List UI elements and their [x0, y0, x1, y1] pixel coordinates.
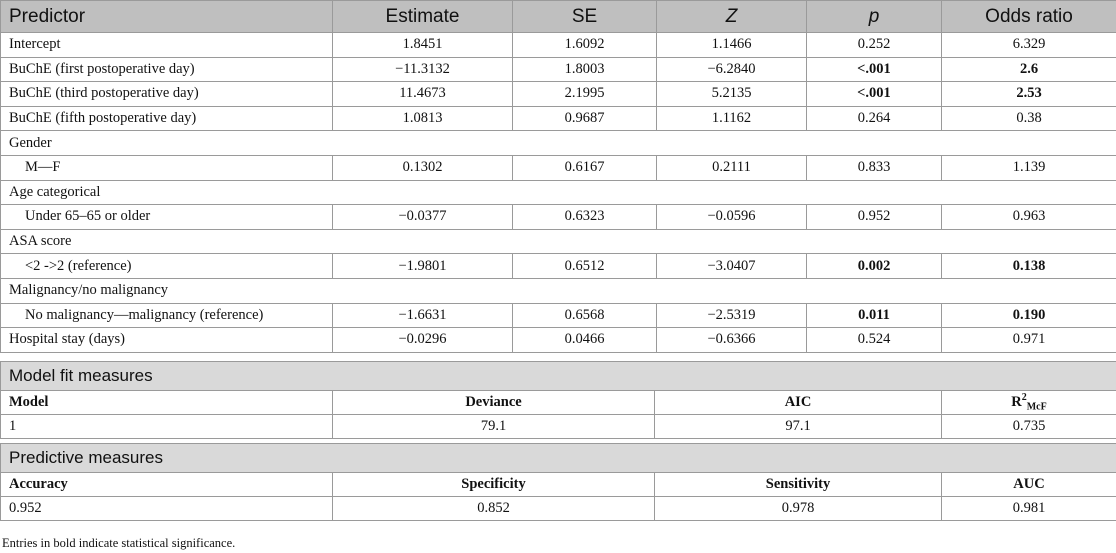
- sensitivity-value: 0.978: [655, 497, 942, 521]
- header-specificity: Specificity: [333, 473, 655, 497]
- z-cell: 0.2111: [657, 155, 807, 180]
- estimate-cell: 0.1302: [333, 155, 513, 180]
- table-row: [1, 328, 1116, 353]
- p-cell: 0.264: [807, 106, 942, 131]
- estimate-cell: −0.0296: [333, 328, 513, 353]
- table-row: [1, 205, 1116, 230]
- estimate-cell: −1.9801: [333, 254, 513, 279]
- odds-ratio-cell: 0.971: [942, 328, 1116, 353]
- header-odds-ratio: Odds ratio: [942, 1, 1116, 33]
- predictor-cell: No malignancy—malignancy (reference): [1, 303, 333, 328]
- se-cell: 0.6568: [513, 303, 657, 328]
- z-cell: 1.1466: [657, 33, 807, 58]
- accuracy-value: 0.952: [1, 497, 333, 521]
- predictive-value-row: [1, 497, 1116, 521]
- estimate-cell: −1.6631: [333, 303, 513, 328]
- header-p: p: [807, 1, 942, 33]
- predictive-title-row: [1, 444, 1116, 473]
- p-cell: 0.524: [807, 328, 942, 353]
- group-label: Malignancy/no malignancy: [1, 278, 1116, 303]
- p-cell: <.001: [807, 82, 942, 107]
- predictor-cell: BuChE (first postoperative day): [1, 57, 333, 82]
- r2-label: R: [1011, 393, 1022, 410]
- odds-ratio-cell: 0.38: [942, 106, 1116, 131]
- header-aic: AIC: [655, 391, 942, 415]
- model-fit-header-row: [1, 391, 1116, 415]
- model-fit-title: Model fit measures: [1, 362, 1116, 391]
- z-cell: −0.0596: [657, 205, 807, 230]
- odds-ratio-cell: 0.190: [942, 303, 1116, 328]
- p-cell: <.001: [807, 57, 942, 82]
- estimate-cell: 1.8451: [333, 33, 513, 58]
- table-header-row: [1, 1, 1116, 33]
- table-row: [1, 155, 1116, 180]
- deviance-value: 79.1: [333, 415, 655, 439]
- z-cell: 5.2135: [657, 82, 807, 107]
- predictor-cell: Intercept: [1, 33, 333, 58]
- z-cell: −6.2840: [657, 57, 807, 82]
- footnote: Entries in bold indicate statistical significance.: [2, 536, 236, 550]
- predictor-cell: M—F: [1, 155, 333, 180]
- se-cell: 1.6092: [513, 33, 657, 58]
- header-predictor: Predictor: [1, 1, 333, 33]
- header-z: Z: [657, 1, 807, 33]
- predictor-cell: BuChE (third postoperative day): [1, 82, 333, 107]
- z-cell: −2.5319: [657, 303, 807, 328]
- p-cell: 0.952: [807, 205, 942, 230]
- r2-superscript: 2: [1021, 392, 1027, 404]
- estimate-cell: −0.0377: [333, 205, 513, 230]
- estimate-cell: 11.4673: [333, 82, 513, 107]
- group-label: ASA score: [1, 229, 1116, 254]
- odds-ratio-cell: 2.53: [942, 82, 1116, 107]
- model-fit-value-row: [1, 415, 1116, 439]
- odds-ratio-cell: 1.139: [942, 155, 1116, 180]
- header-estimate: Estimate: [333, 1, 513, 33]
- estimate-cell: 1.0813: [333, 106, 513, 131]
- predictor-cell: Hospital stay (days): [1, 328, 333, 353]
- group-row: [1, 278, 1116, 303]
- predictive-measures-table: [0, 443, 1116, 521]
- table-row: [1, 33, 1116, 58]
- predictive-header-row: [1, 473, 1116, 497]
- aic-value: 97.1: [655, 415, 942, 439]
- se-cell: 1.8003: [513, 57, 657, 82]
- predictive-title: Predictive measures: [1, 444, 1116, 473]
- specificity-value: 0.852: [333, 497, 655, 521]
- group-label: Gender: [1, 131, 1116, 156]
- group-row: [1, 131, 1116, 156]
- z-cell: 1.1162: [657, 106, 807, 131]
- group-row: [1, 180, 1116, 205]
- se-cell: 0.9687: [513, 106, 657, 131]
- p-cell: 0.002: [807, 254, 942, 279]
- header-deviance: Deviance: [333, 391, 655, 415]
- odds-ratio-cell: 6.329: [942, 33, 1116, 58]
- odds-ratio-cell: 0.963: [942, 205, 1116, 230]
- se-cell: 0.6512: [513, 254, 657, 279]
- header-r2-mcf: [942, 391, 1116, 415]
- model-value: 1: [1, 415, 333, 439]
- r2-value: 0.735: [942, 415, 1116, 439]
- table-row: [1, 303, 1116, 328]
- model-fit-table: [0, 361, 1116, 439]
- auc-value: 0.981: [942, 497, 1116, 521]
- se-cell: 2.1995: [513, 82, 657, 107]
- z-cell: −3.0407: [657, 254, 807, 279]
- header-accuracy: Accuracy: [1, 473, 333, 497]
- p-cell: 0.252: [807, 33, 942, 58]
- predictor-cell: Under 65–65 or older: [1, 205, 333, 230]
- r2-subscript: McF: [1026, 401, 1047, 413]
- header-model: Model: [1, 391, 333, 415]
- estimate-cell: −11.3132: [333, 57, 513, 82]
- table-row: [1, 57, 1116, 82]
- odds-ratio-cell: 0.138: [942, 254, 1116, 279]
- group-label: Age categorical: [1, 180, 1116, 205]
- table-row: [1, 254, 1116, 279]
- header-se: SE: [513, 1, 657, 33]
- table-row: [1, 106, 1116, 131]
- se-cell: 0.0466: [513, 328, 657, 353]
- model-fit-title-row: [1, 362, 1116, 391]
- p-cell: 0.833: [807, 155, 942, 180]
- se-cell: 0.6323: [513, 205, 657, 230]
- table-row: [1, 82, 1116, 107]
- se-cell: 0.6167: [513, 155, 657, 180]
- group-row: [1, 229, 1116, 254]
- header-auc: AUC: [942, 473, 1116, 497]
- odds-ratio-cell: 2.6: [942, 57, 1116, 82]
- predictor-cell: <2 ->2 (reference): [1, 254, 333, 279]
- predictor-cell: BuChE (fifth postoperative day): [1, 106, 333, 131]
- z-cell: −0.6366: [657, 328, 807, 353]
- header-sensitivity: Sensitivity: [655, 473, 942, 497]
- p-cell: 0.011: [807, 303, 942, 328]
